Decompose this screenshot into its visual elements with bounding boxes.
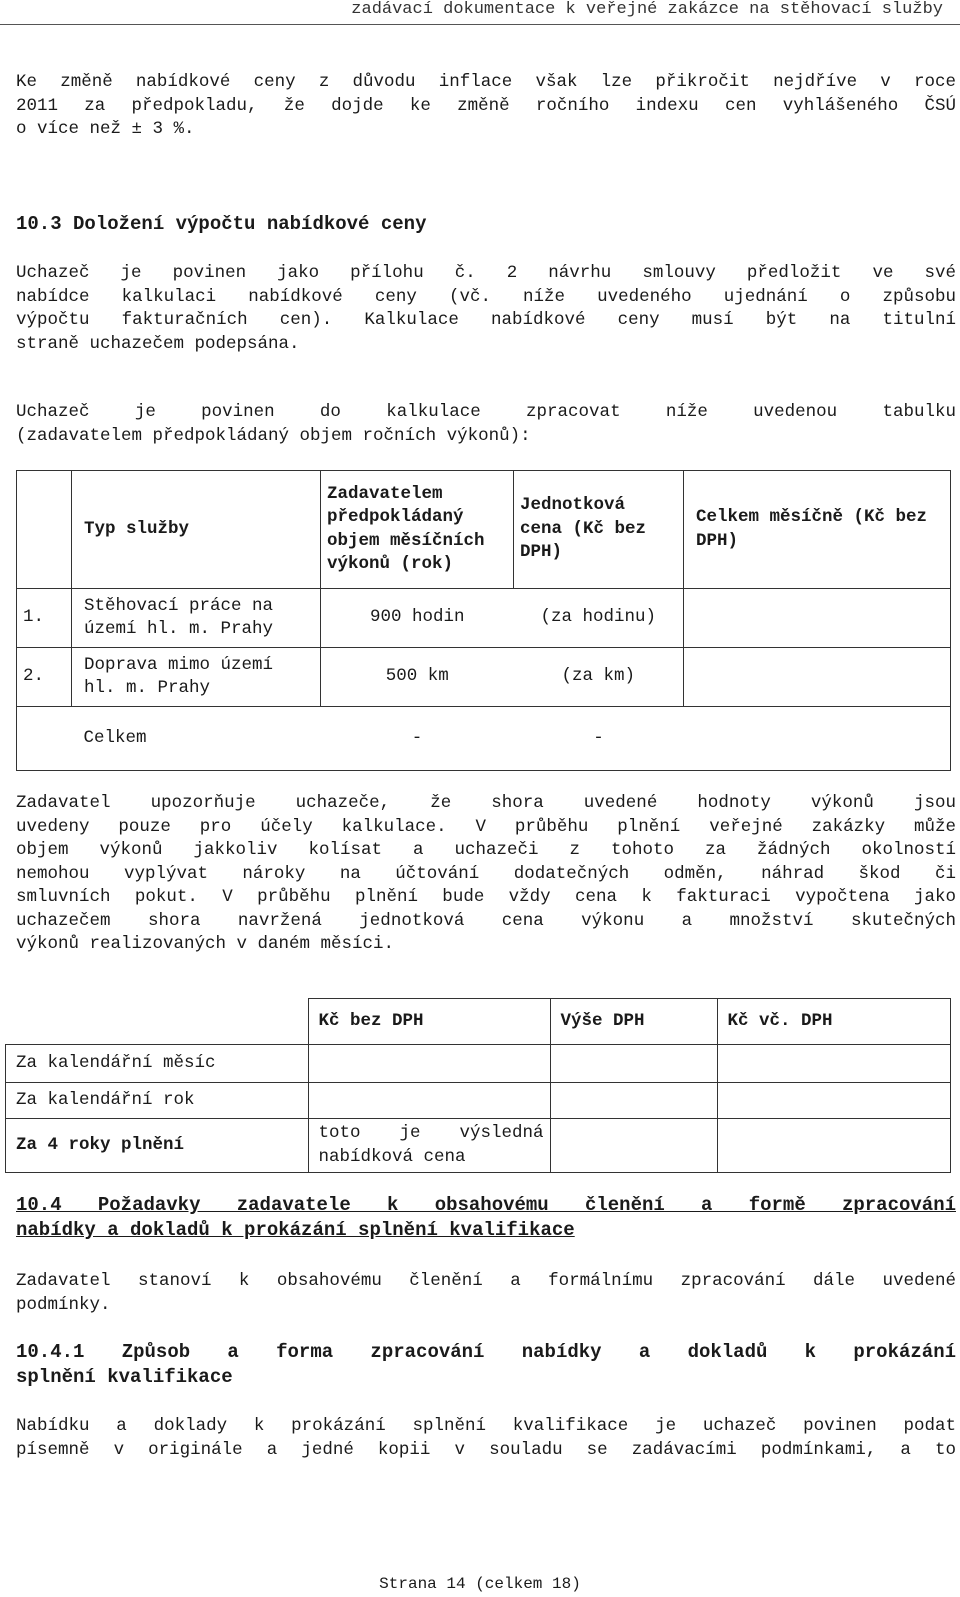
header-price-excl-vat: Kč bez DPH [308,999,550,1045]
section-heading-10-4-1 [16,1340,956,1390]
section-heading-10-3: 10.3 Doložení výpočtu nabídkové ceny [16,213,427,235]
row-label: Za 4 roky plnění [6,1119,309,1173]
heading-line [16,1218,956,1243]
table-cell [550,1119,717,1173]
row-label: Za kalendářní měsíc [6,1045,309,1083]
table-cell [6,999,309,1045]
text-line: Zadavatel upozorňuje uchazeče, že shora uvedené hodnoty výkonů jsou [16,793,956,813]
row-unit: (za hodinu) [514,589,684,648]
table-cell [550,1083,717,1119]
row-label: Za kalendářní rok [6,1083,309,1119]
services-table [16,470,951,771]
table-row [6,1119,951,1173]
page-header: zadávací dokumentace k veřejné zakázce na stěhovací služby [351,0,943,19]
page-footer: Strana 14 (celkem 18) [379,1575,581,1593]
heading-text: nabídky a dokladů k prokázání splnění kvalifikace [16,1219,575,1241]
header-monthly-total: Celkem měsíčně (Kč bez DPH) [684,471,951,589]
text-line: o více než ± 3 %. [16,119,195,139]
text-line: Zadavatel stanoví k obsahovému členění a formálnímu zpracování dále uvedené [16,1271,956,1291]
paragraph-inflation [16,71,956,142]
table-cell [717,1083,951,1119]
table-cell [17,471,72,589]
table-total-row [17,707,951,771]
text-line: uchazečem shora navržená jednotková cena výkonu a množství skutečných [16,910,956,931]
total-label: Celkem [72,707,321,771]
text-line: výpočtu fakturačních cen). Kalkulace nabídkové ceny musí být na titulní [16,310,956,330]
text-line: 2011 za předpokladu, že dojde ke změně ročního indexu cen vyhlášeného ČSÚ [16,95,956,116]
row-total-cell [684,648,951,707]
header-service-type: Typ služby [72,471,321,589]
price-summary-table [5,998,951,1173]
row-unit: (za km) [514,648,684,707]
row-number: 1. [17,589,72,648]
row-service-type: Doprava mimo území hl. m. Prahy [72,648,321,707]
text-line: smluvních pokut. V průběhu plnění bude vždy cena k fakturaci vypočtena jako [16,887,956,907]
text-line: Uchazeč je povinen jako přílohu č. 2 návrhu smlouvy předložit ve své [16,263,956,283]
header-unit-price: Jednotková cena (Kč bez DPH) [514,471,684,589]
heading-line: splnění kvalifikace [16,1366,233,1388]
paragraph-submission [16,1415,956,1462]
paragraph-table-intro [16,401,956,448]
paragraph-disclaimer [16,792,956,957]
header-rule [0,24,960,25]
table-row [17,589,951,648]
text-line: písemně v originále a jedné kopii v souladu se zadávacími podmínkami, a to [16,1439,956,1460]
row-volume: 900 hodin [321,589,514,648]
row-service-type: Stěhovací práce na území hl. m. Prahy [72,589,321,648]
paragraph-calculation [16,262,956,356]
text-line: výkonů realizovaných v daném měsíci. [16,934,395,954]
text-line: objem výkonů jakkoliv kolísat a uchazeči z tohoto za žádných okolností [16,840,956,860]
table-cell [717,1119,951,1173]
text-line: straně uchazečem podepsána. [16,333,300,354]
row-note: toto je výsledná nabídková cena [308,1119,550,1173]
section-heading-10-4 [16,1193,956,1243]
table-cell [17,707,72,771]
table-row [6,1083,951,1119]
text-line: nabídce kalkulaci nabídkové ceny (vč. níže uvedeného ujednání o způsobu [16,286,956,307]
header-volume: Zadavatelem předpokládaný objem měsíčních výkonů (rok) [321,471,514,589]
table-cell [550,1045,717,1083]
text-line: uvedeny pouze pro účely kalkulace. V průběhu plnění veřejné zakázky může [16,816,956,837]
text-line: nemohou vyplývat nároky na účtování dodatečných odměn, náhrad škod či [16,863,956,884]
table-cell [717,1045,951,1083]
header-price-incl-vat: Kč vč. DPH [717,999,951,1045]
text-line: podmínky. [16,1294,111,1315]
paragraph-conditions [16,1270,956,1317]
table-header-row [6,999,951,1045]
header-vat-amount: Výše DPH [550,999,717,1045]
row-total-cell [684,589,951,648]
text-line: Ke změně nabídkové ceny z důvodu inflace však lze přikročit nejdříve v roce [16,72,956,92]
text-line: Uchazeč je povinen do kalkulace zpracovat níže uvedenou tabulku [16,402,956,422]
text-line: (zadavatelem předpokládaný objem ročních výkonů): [16,425,531,446]
row-number: 2. [17,648,72,707]
table-row [17,648,951,707]
heading-line: 10.4.1 Způsob a forma zpracování nabídky a dokladů k prokázání [16,1341,956,1363]
text-line: Nabídku a doklady k prokázání splnění kvalifikace je uchazeč povinen podat [16,1416,956,1436]
heading-text: 10.4 Požadavky zadavatele k obsahovému členění a formě zpracování [16,1194,956,1216]
row-volume: 500 km [321,648,514,707]
heading-line [16,1193,956,1218]
table-cell [308,1045,550,1083]
total-volume: - [321,707,514,771]
table-cell [684,707,951,771]
table-cell [308,1083,550,1119]
total-unit: - [514,707,684,771]
table-header-row [17,471,951,589]
table-row [6,1045,951,1083]
